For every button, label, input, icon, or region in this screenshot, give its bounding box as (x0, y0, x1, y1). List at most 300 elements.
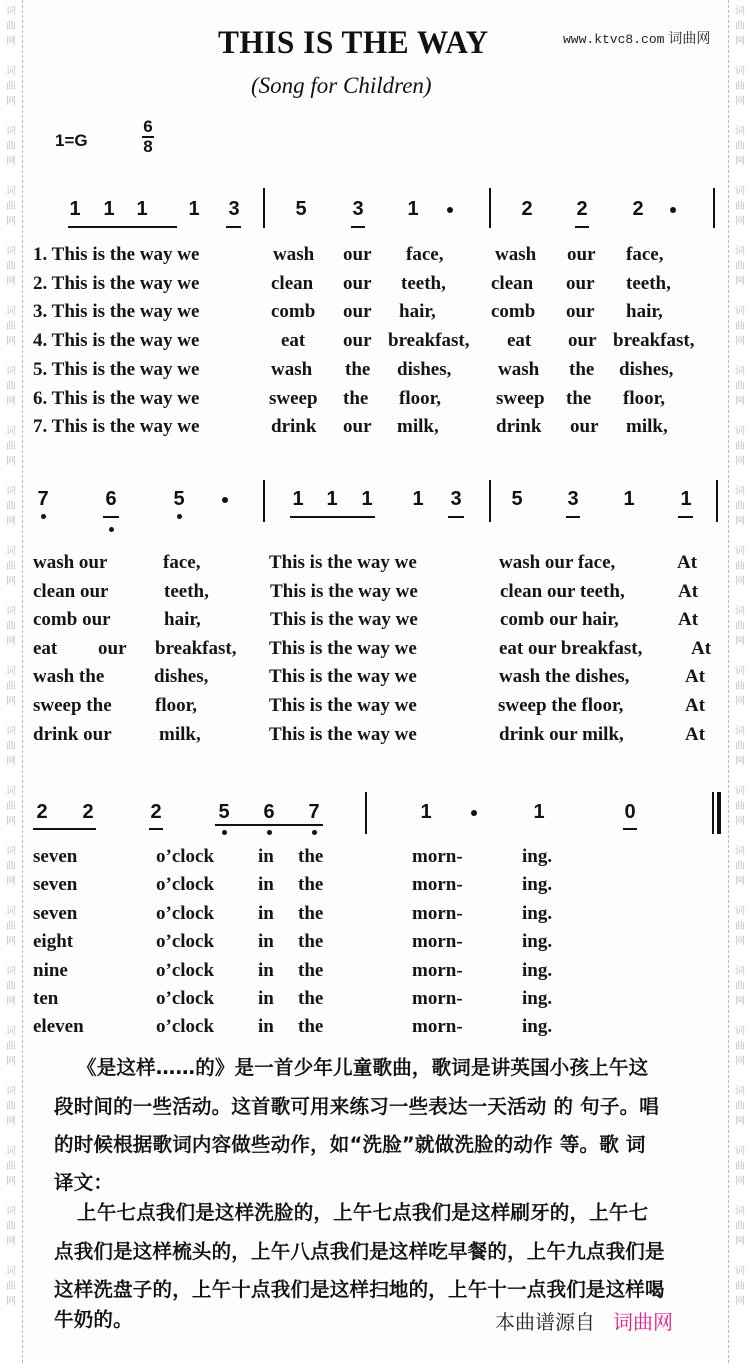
lyric-syllable: wash (498, 358, 540, 380)
watermark-char: 网 (735, 696, 745, 707)
final-barline-thick (717, 792, 721, 834)
watermark-char: 词 (735, 906, 745, 917)
lyric-syllable: the (298, 959, 324, 981)
watermark-char: 网 (6, 36, 16, 47)
watermark-char: 网 (735, 216, 745, 227)
watermark-char: 词 (6, 906, 16, 917)
watermark-char: 词 (735, 666, 745, 677)
watermark-char: 词 (6, 306, 16, 317)
note: 3 (352, 198, 364, 220)
watermark-char: 曲 (735, 201, 745, 212)
lyric-syllable: drink (496, 416, 542, 438)
lyric-syllable: seven (33, 874, 78, 896)
lyric-syllable: hair, (164, 609, 201, 631)
eighth-beam (351, 226, 365, 228)
watermark-char: 曲 (6, 441, 16, 452)
lyric-syllable: teeth, (401, 272, 446, 294)
lyric-syllable: eight (33, 931, 74, 953)
watermark-char: 网 (6, 696, 16, 707)
watermark-char: 曲 (6, 621, 16, 632)
lyric-syllable: This is the way we (269, 552, 417, 573)
watermark-char: 网 (6, 636, 16, 647)
watermark-char: 词 (6, 1026, 16, 1037)
watermark-char: 网 (735, 96, 745, 107)
song-title: THIS IS THE WAY (218, 25, 489, 61)
watermark-char: 曲 (6, 981, 16, 992)
note: 3 (450, 488, 462, 510)
watermark-char: 词 (6, 606, 16, 617)
watermark-char: 曲 (735, 921, 745, 932)
note: 2 (82, 801, 94, 823)
note: 2 (521, 198, 533, 220)
note: 6 (263, 801, 275, 823)
lyric-syllable: ing. (522, 959, 553, 981)
watermark-char: 曲 (6, 1281, 16, 1292)
watermark-char: 网 (735, 456, 745, 467)
lyric-syllable: wash our face, (499, 552, 616, 573)
lyric-syllable: comb our (33, 609, 111, 631)
lyric-syllable: our (343, 301, 372, 323)
watermark-char: 词 (735, 366, 745, 377)
watermark-char: 曲 (6, 381, 16, 392)
watermark-char: 网 (6, 336, 16, 347)
watermark-char: 网 (735, 1116, 745, 1127)
watermark-char: 词 (6, 246, 16, 257)
site-url: www.ktvc8.com (563, 32, 665, 47)
watermark-char: 词 (6, 186, 16, 197)
lyric-syllable: comb (271, 301, 316, 323)
lyric-syllable: face, (406, 244, 444, 265)
watermark-char: 网 (735, 576, 745, 587)
lyric-syllable: our (567, 244, 596, 265)
lyric-syllable: At (677, 552, 698, 573)
lyric-syllable: This is the way we (269, 723, 417, 745)
lyric-syllable: morn- (412, 846, 463, 867)
low-octave-dot (177, 514, 182, 519)
lyric-syllable: our (98, 637, 127, 659)
song-subtitle: (Song for Children) (251, 73, 432, 98)
eighth-beam (149, 828, 163, 830)
watermark-char: 网 (6, 516, 16, 527)
lyric-syllable: milk, (159, 723, 201, 745)
lyric-syllable: This is the way we (269, 695, 417, 716)
watermark-char: 词 (735, 66, 745, 77)
watermark-char: 词 (735, 1146, 745, 1157)
lyric-syllable: 2. This is the way we (33, 272, 200, 294)
watermark-char: 词 (735, 1086, 745, 1097)
watermark-char: 网 (735, 756, 745, 767)
lyric-syllable: 1. This is the way we (33, 244, 200, 265)
watermark-char: 词 (6, 366, 16, 377)
lyric-syllable: in (258, 931, 274, 953)
watermark-char: 网 (735, 876, 745, 887)
watermark-char: 网 (735, 1296, 745, 1307)
eighth-beam (575, 226, 589, 228)
watermark-char: 曲 (6, 801, 16, 812)
note: 7 (37, 488, 49, 510)
watermark-char: 曲 (6, 1041, 16, 1052)
lyric-syllable: milk, (626, 416, 668, 438)
lyric-syllable: the (298, 988, 324, 1009)
final-barline-thin (712, 792, 714, 834)
lyric-syllable: morn- (412, 1016, 463, 1038)
lyric-syllable: eat (507, 330, 532, 352)
watermark-char: 网 (6, 1056, 16, 1067)
note: 1 (103, 198, 115, 220)
watermark-char: 曲 (735, 81, 745, 92)
watermark-char: 曲 (735, 741, 745, 752)
lyric-syllable: At (691, 637, 712, 659)
watermark-char: 网 (6, 156, 16, 167)
lyric-syllable: breakfast, (388, 330, 470, 352)
lyric-syllable: dishes, (619, 358, 674, 380)
watermark-char: 曲 (735, 681, 745, 692)
lyric-syllable: our (343, 416, 372, 438)
note: 1 (412, 488, 424, 510)
note: 2 (576, 198, 588, 220)
right-dashed-guide (728, 0, 729, 1363)
lyric-syllable: clean our teeth, (500, 580, 625, 602)
lyric-syllable: our (343, 272, 372, 294)
lyric-syllable: the (298, 931, 324, 953)
watermark-char: 网 (735, 1176, 745, 1187)
watermark-char: 网 (6, 876, 16, 887)
lyric-syllable: in (258, 902, 274, 924)
eighth-beam (623, 828, 637, 830)
augmentation-dot (447, 207, 453, 213)
lyric-syllable: morn- (412, 931, 463, 953)
watermark-char: 曲 (6, 1101, 16, 1112)
watermark-char: 曲 (6, 21, 16, 32)
note: 1 (69, 198, 81, 220)
watermark-char: 词 (6, 66, 16, 77)
lyric-syllable: o’clock (156, 874, 215, 896)
watermark-char: 曲 (735, 321, 745, 332)
lyric-syllable: clean our (33, 580, 109, 602)
watermark-char: 曲 (735, 561, 745, 572)
lyric-syllable: milk, (397, 416, 439, 438)
watermark-char: 词 (735, 486, 745, 497)
lyric-syllable: in (258, 959, 274, 981)
note: 2 (150, 801, 162, 823)
watermark-char: 曲 (735, 1281, 745, 1292)
lyric-syllable: ing. (522, 902, 553, 924)
note: 1 (407, 198, 419, 220)
augmentation-dot (222, 497, 228, 503)
watermark-char: 曲 (6, 1221, 16, 1232)
lyric-syllable: our (566, 301, 595, 323)
lyric-syllable: breakfast, (155, 637, 237, 659)
lyric-syllable: At (685, 723, 706, 745)
note: 1 (292, 488, 304, 510)
lyric-syllable: drink our (33, 723, 112, 745)
barline (716, 480, 718, 522)
watermark-char: 曲 (6, 741, 16, 752)
lyric-syllable: eat our breakfast, (499, 637, 643, 659)
lyric-syllable: teeth, (626, 272, 671, 294)
watermark-char: 词 (6, 666, 16, 677)
eighth-beam (226, 226, 241, 228)
watermark-char: 曲 (735, 261, 745, 272)
lyric-syllable: seven (33, 846, 78, 867)
watermark-char: 网 (6, 456, 16, 467)
watermark-char: 网 (6, 756, 16, 767)
lyric-syllable: 7. This is the way we (33, 416, 200, 438)
watermark-char: 词 (6, 786, 16, 797)
watermark-char: 曲 (6, 921, 16, 932)
lyric-syllable: At (678, 580, 699, 602)
watermark-char: 曲 (735, 1041, 745, 1052)
site-watermark (563, 28, 710, 48)
time-signature (141, 118, 155, 156)
translation-line: 上午七点我们是这样洗脸的，上午七点我们是这样刷牙的，上午七 (77, 1201, 649, 1224)
watermark-char: 曲 (6, 681, 16, 692)
eighth-beam (103, 516, 119, 518)
time-signature-bottom: 8 (143, 137, 153, 156)
watermark-char: 词 (735, 306, 745, 317)
watermark-char: 词 (735, 426, 745, 437)
lyric-syllable: sweep the floor, (498, 695, 624, 716)
lyric-syllable: our (566, 272, 595, 294)
lyric-syllable: comb our hair, (500, 609, 619, 631)
translation-line: 这样洗盘子的，上午十点我们是这样扫地的，上午十一点我们是这样喝 (54, 1278, 665, 1301)
barline (713, 188, 715, 228)
lyric-syllable: in (258, 988, 274, 1009)
watermark-char: 曲 (6, 81, 16, 92)
watermark-char: 网 (735, 1236, 745, 1247)
watermark-char: 词 (735, 726, 745, 737)
watermark-char: 网 (735, 336, 745, 347)
watermark-char: 网 (735, 936, 745, 947)
watermark-char: 曲 (735, 1161, 745, 1172)
lyric-syllable: 3. This is the way we (33, 301, 200, 323)
lyric-syllable: o’clock (156, 988, 215, 1009)
eighth-beam (33, 828, 96, 830)
lyric-syllable: hair, (626, 301, 663, 323)
note: 1 (623, 488, 635, 510)
description-line: 的时候根据歌词内容做些动作，如“洗脸”就做洗脸的动作 等。歌 词 (54, 1133, 646, 1156)
watermark-char: 词 (735, 846, 745, 857)
lyric-syllable: sweep (269, 387, 318, 409)
lyric-syllable: o’clock (156, 846, 215, 867)
lyric-syllable: face, (626, 244, 664, 265)
watermark-char: 词 (6, 546, 16, 557)
note: 7 (308, 801, 320, 823)
note: 1 (326, 488, 338, 510)
watermark-char: 网 (735, 1056, 745, 1067)
lyric-syllable: the (298, 902, 324, 924)
note: 6 (105, 488, 117, 510)
lyric-syllable: nine (33, 959, 68, 981)
note: 1 (188, 198, 200, 220)
watermark-char: 网 (6, 996, 16, 1007)
lyric-syllable: 6. This is the way we (33, 387, 200, 409)
lyric-syllable: our (343, 330, 372, 352)
watermark-char: 词 (735, 1026, 745, 1037)
lyric-syllable: ing. (522, 846, 553, 867)
watermark-char: 词 (6, 6, 16, 17)
low-octave-dot (312, 830, 317, 835)
watermark-char: 曲 (6, 501, 16, 512)
lyric-syllable: eat (33, 637, 58, 659)
watermark-char: 词 (735, 6, 745, 17)
watermark-char: 网 (735, 36, 745, 47)
note: 5 (295, 198, 307, 220)
lyric-syllable: morn- (412, 874, 463, 896)
lyric-syllable: This is the way we (270, 580, 418, 602)
source-label: 本曲谱源自 (495, 1310, 595, 1334)
translation-line: 点我们是这样梳头的，上午八点我们是这样吃早餐的，上午九点我们是 (54, 1240, 665, 1263)
watermark-char: 词 (6, 1086, 16, 1097)
watermark-char: 词 (735, 966, 745, 977)
watermark-char: 词 (6, 846, 16, 857)
watermark-char: 曲 (735, 801, 745, 812)
watermark-char: 曲 (6, 201, 16, 212)
time-signature-top: 6 (143, 117, 153, 136)
watermark-char: 曲 (735, 861, 745, 872)
description-line: 段时间的一些活动。这首歌可用来练习一些表达一天活动 的 句子。唱 (54, 1095, 659, 1118)
lyric-syllable: comb (491, 301, 536, 323)
watermark-char: 网 (735, 276, 745, 287)
lyric-syllable: the (298, 874, 324, 896)
watermark-char: 曲 (735, 381, 745, 392)
watermark-char: 网 (735, 156, 745, 167)
note: 1 (361, 488, 373, 510)
note: 0 (624, 801, 636, 823)
lyric-syllable: wash (495, 244, 537, 265)
lyric-syllable: ing. (522, 988, 553, 1009)
watermark-char: 网 (6, 216, 16, 227)
watermark-char: 词 (6, 1206, 16, 1217)
watermark-char: 曲 (6, 261, 16, 272)
lyric-syllable: eleven (33, 1016, 84, 1038)
lyric-syllable: ing. (522, 874, 553, 896)
augmentation-dot (670, 207, 676, 213)
watermark-char: 网 (6, 1296, 16, 1307)
lyric-syllable: the (298, 846, 324, 867)
lyric-syllable: ing. (522, 1016, 553, 1038)
source-brand-link[interactable]: 词曲网 (613, 1310, 673, 1334)
barline (263, 188, 265, 228)
eighth-beam (68, 226, 177, 228)
watermark-char: 词 (6, 126, 16, 137)
lyric-syllable: ten (33, 988, 59, 1009)
watermark-char: 曲 (735, 621, 745, 632)
lyric-syllable: sweep (496, 387, 545, 409)
watermark-char: 词 (735, 126, 745, 137)
watermark-char: 词 (735, 246, 745, 257)
note: 1 (420, 801, 432, 823)
eighth-beam (448, 516, 464, 518)
lyric-syllable: wash the dishes, (499, 666, 630, 688)
lyric-syllable: in (258, 874, 274, 896)
lyric-syllable: At (685, 666, 706, 688)
note: 3 (567, 488, 579, 510)
lyric-syllable: in (258, 1016, 274, 1038)
site-name: 词曲网 (668, 31, 711, 47)
lyric-syllable: wash the (33, 666, 105, 688)
watermark-char: 网 (6, 396, 16, 407)
lyric-syllable: breakfast, (613, 330, 695, 352)
watermark-char: 曲 (735, 141, 745, 152)
watermark-char: 词 (735, 1266, 745, 1277)
watermark-char: 网 (735, 996, 745, 1007)
lyric-syllable: This is the way we (270, 609, 418, 631)
watermark-char: 词 (735, 186, 745, 197)
lyric-syllable: clean (271, 272, 314, 294)
lyric-syllable: sweep the (33, 695, 112, 716)
barline (263, 480, 265, 522)
lyric-syllable: clean (491, 272, 534, 294)
lyric-syllable: drink our milk, (499, 723, 624, 745)
low-octave-dot (41, 514, 46, 519)
lyric-syllable: At (685, 695, 706, 716)
watermark-char: 词 (735, 606, 745, 617)
lyric-syllable: hair, (399, 301, 436, 323)
lyric-syllable: morn- (412, 988, 463, 1009)
watermark-char: 词 (735, 1206, 745, 1217)
augmentation-dot (471, 810, 477, 816)
watermark-char: 网 (6, 1236, 16, 1247)
watermark-char: 词 (6, 726, 16, 737)
note: 1 (680, 488, 692, 510)
watermark-char: 词 (6, 486, 16, 497)
watermark-char: 网 (6, 1116, 16, 1127)
lyric-syllable: floor, (155, 695, 198, 716)
lyric-syllable: dishes, (154, 666, 209, 688)
note: 2 (632, 198, 644, 220)
note: 2 (36, 801, 48, 823)
lyric-syllable: in (258, 846, 274, 867)
lyric-syllable: the (566, 387, 592, 409)
watermark-char: 曲 (6, 1161, 16, 1172)
lyric-syllable: This is the way we (269, 666, 417, 688)
barline (489, 480, 491, 522)
watermark-char: 词 (6, 426, 16, 437)
key-signature: 1=G (55, 131, 88, 150)
watermark-char: 网 (6, 816, 16, 827)
lyric-syllable: the (569, 358, 595, 380)
lyric-syllable: the (345, 358, 371, 380)
lyric-syllable: dishes, (397, 358, 452, 380)
note: 1 (136, 198, 148, 220)
watermark-char: 曲 (735, 981, 745, 992)
source-credit (495, 1306, 673, 1335)
watermark-char: 词 (6, 1146, 16, 1157)
lyric-syllable: wash (271, 358, 313, 380)
watermark-char: 网 (735, 396, 745, 407)
eighth-beam (566, 516, 580, 518)
note: 1 (533, 801, 545, 823)
lyric-syllable: seven (33, 902, 78, 924)
lyric-syllable: our (568, 330, 597, 352)
lyric-syllable: drink (271, 416, 317, 438)
watermark-char: 曲 (6, 561, 16, 572)
watermark-char: 网 (735, 816, 745, 827)
lyric-syllable: morn- (412, 902, 463, 924)
barline (365, 792, 367, 834)
watermark-char: 网 (735, 516, 745, 527)
lyric-syllable: o’clock (156, 931, 215, 953)
note: 3 (228, 198, 240, 220)
watermark-char: 网 (6, 276, 16, 287)
lyric-syllable: face, (163, 552, 201, 573)
lyric-syllable: This is the way we (269, 637, 417, 659)
lyric-syllable: 4. This is the way we (33, 330, 200, 352)
eighth-beam (215, 824, 323, 826)
note: 5 (173, 488, 185, 510)
watermark-char: 曲 (6, 141, 16, 152)
